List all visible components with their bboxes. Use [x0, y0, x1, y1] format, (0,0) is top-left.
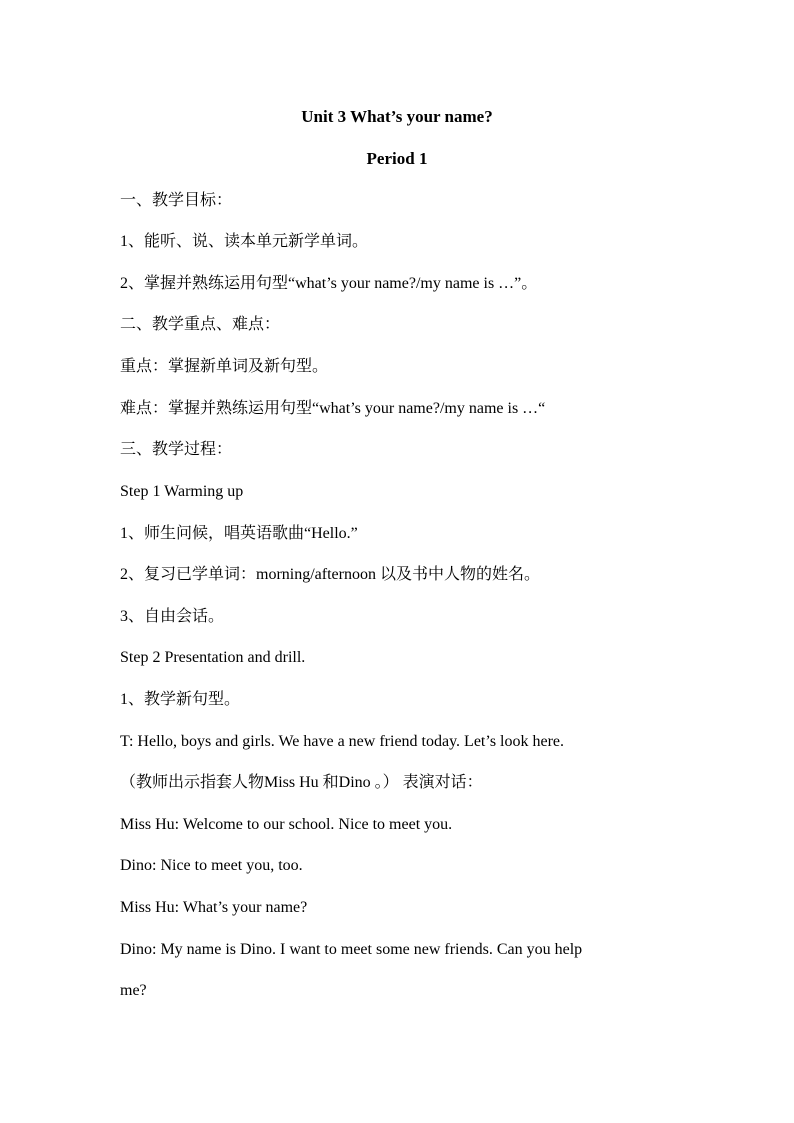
objective-line: 1、能听、说、读本单元新学单词。: [120, 233, 369, 250]
dialogue-line: Miss Hu: What’s your name?: [120, 899, 308, 916]
process-line: 3、自由会话。: [120, 608, 225, 625]
process-line: （教师出示指套人物Miss Hu 和Dino 。） 表演对话：: [120, 774, 483, 791]
dialogue-line: Dino: Nice to meet you, too.: [120, 857, 303, 874]
step-heading: Step 1 Warming up: [120, 483, 244, 500]
step-heading: Step 2 Presentation and drill.: [120, 649, 306, 666]
difficulty-line: 难点：掌握并熟练运用句型“what’s your name?/my name is …“: [120, 400, 546, 417]
document-subtitle: Period 1: [366, 149, 428, 168]
key-point-line: 重点：掌握新单词及新句型。: [120, 358, 329, 375]
document-title: Unit 3 What’s your name?: [301, 107, 493, 126]
section-heading-key-points: 二、教学重点、难点：: [120, 316, 281, 333]
dialogue-line: Miss Hu: Welcome to our school. Nice to meet you.: [120, 816, 453, 833]
dialogue-line: T: Hello, boys and girls. We have a new friend today. Let’s look here.: [120, 733, 565, 750]
section-heading-process: 三、教学过程：: [120, 441, 233, 458]
dialogue-line: me?: [120, 982, 147, 999]
process-line: 2、复习已学单词：morning/afternoon 以及书中人物的姓名。: [120, 566, 540, 583]
objective-line: 2、掌握并熟练运用句型“what’s your name?/my name is …”。: [120, 275, 538, 292]
process-line: 1、教学新句型。: [120, 691, 241, 708]
dialogue-line: Dino: My name is Dino. I want to meet some new friends. Can you help: [120, 941, 583, 958]
section-heading-objectives: 一、教学目标：: [120, 192, 233, 209]
process-line: 1、师生问候，唱英语歌曲“Hello.”: [120, 525, 358, 542]
